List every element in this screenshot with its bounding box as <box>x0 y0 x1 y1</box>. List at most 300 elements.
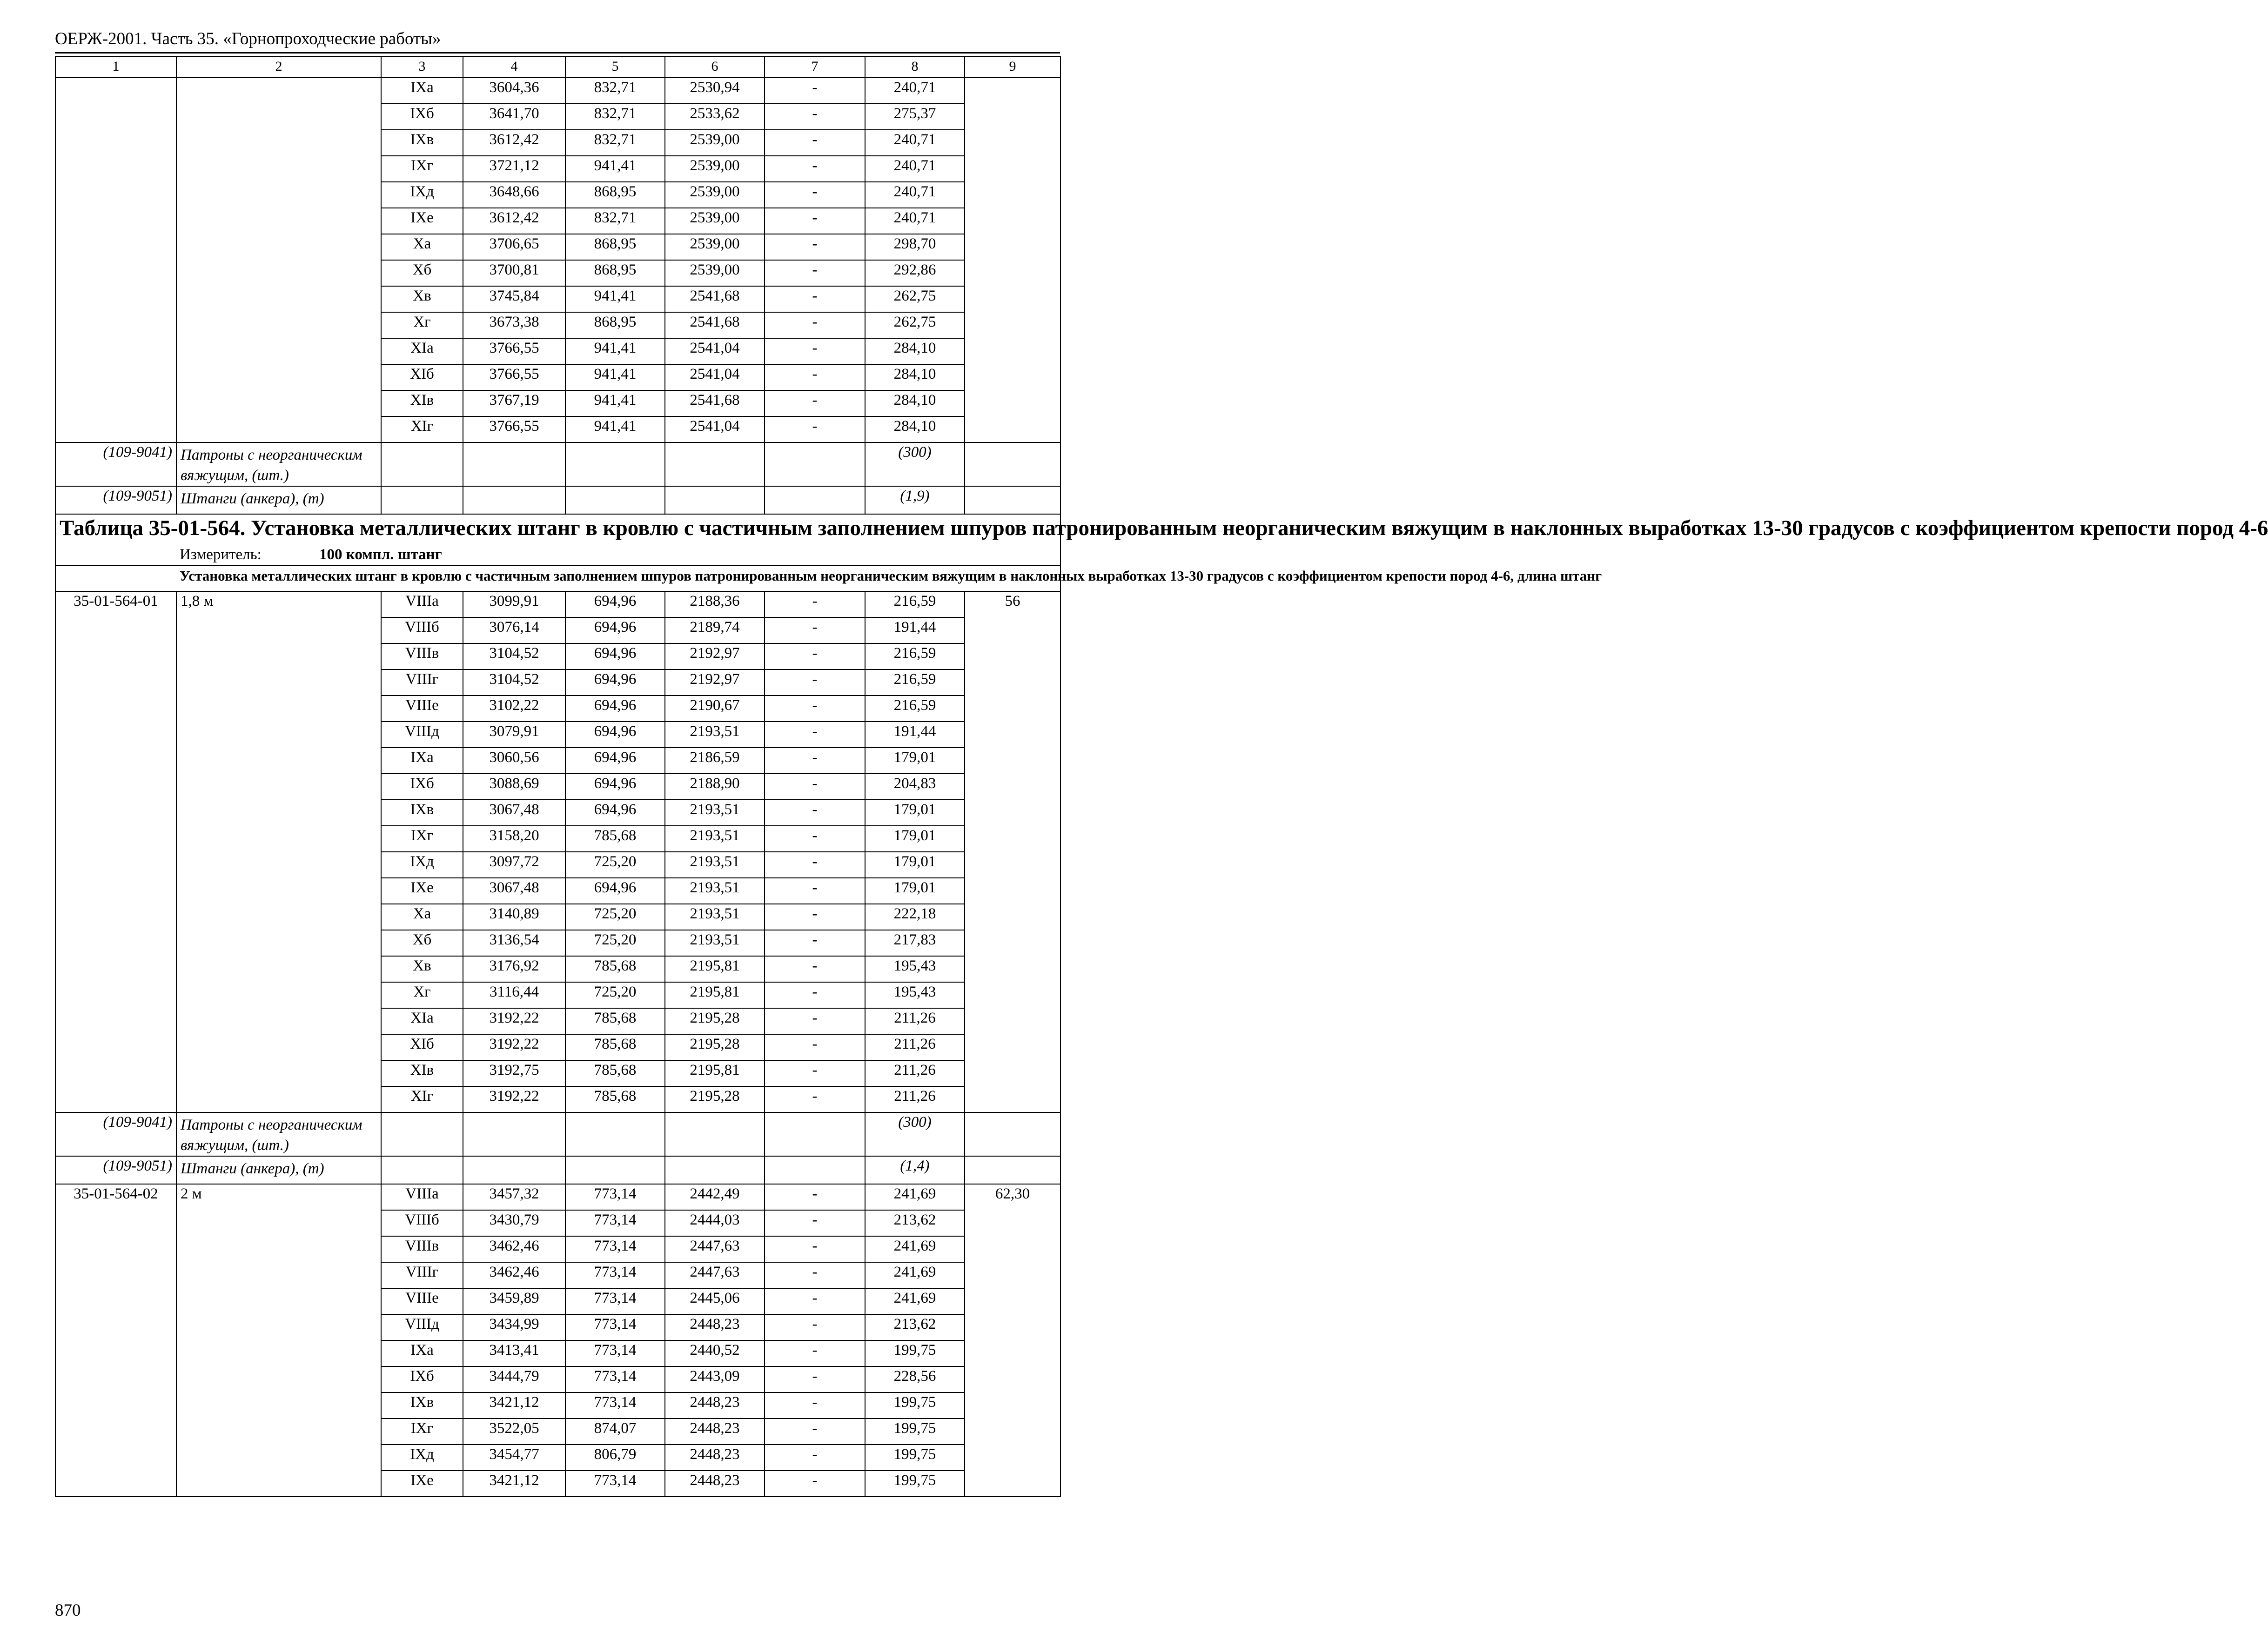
materials-cost: 216,59 <box>865 669 965 696</box>
materials-cost: 240,71 <box>865 78 965 104</box>
rock-category: VIIIд <box>381 722 463 748</box>
materials-cost: 213,62 <box>865 1314 965 1340</box>
resource-name: Патроны с неорганическим вяжущим, (шт.) <box>176 1112 381 1156</box>
wages: 868,95 <box>565 234 665 260</box>
materials-cost: 216,59 <box>865 591 965 617</box>
item-col9: 56 <box>965 591 1060 1112</box>
machine-cost: 2193,51 <box>665 852 765 878</box>
machinist-wages: - <box>765 416 865 442</box>
total-cost: 3766,55 <box>463 364 565 390</box>
item-code: 35-01-564-01 <box>55 591 176 1112</box>
empty-cell <box>965 442 1060 486</box>
total-cost: 3604,36 <box>463 78 565 104</box>
rock-category: IXе <box>381 878 463 904</box>
estimate-table <box>55 56 2268 1497</box>
machine-cost: 2186,59 <box>665 748 765 774</box>
rock-category: Xб <box>381 930 463 956</box>
total-cost: 3522,05 <box>463 1419 565 1445</box>
machinist-wages: - <box>765 312 865 338</box>
header-rule <box>55 52 1060 54</box>
rock-category: XIг <box>381 416 463 442</box>
materials-cost: 284,10 <box>865 390 965 416</box>
wages: 785,68 <box>565 1034 665 1060</box>
machine-cost: 2448,23 <box>665 1471 765 1497</box>
empty-cell <box>965 1156 1060 1184</box>
rock-category: VIIIа <box>381 591 463 617</box>
wages: 868,95 <box>565 312 665 338</box>
total-cost: 3700,81 <box>463 260 565 286</box>
total-cost: 3641,70 <box>463 104 565 130</box>
resource-row <box>55 1112 1060 1156</box>
empty-cell <box>463 442 565 486</box>
resource-name: Патроны с неорганическим вяжущим, (шт.) <box>176 442 381 486</box>
rock-category: IXа <box>381 748 463 774</box>
wages: 773,14 <box>565 1184 665 1210</box>
wages: 694,96 <box>565 800 665 826</box>
wages: 806,79 <box>565 1445 665 1471</box>
machinist-wages: - <box>765 1236 865 1262</box>
materials-cost: 199,75 <box>865 1419 965 1445</box>
total-cost: 3648,66 <box>463 182 565 208</box>
page-number: 870 <box>55 1601 81 1620</box>
materials-cost: 241,69 <box>865 1184 965 1210</box>
column-number: 8 <box>865 56 965 78</box>
wages: 773,14 <box>565 1366 665 1392</box>
rock-category: VIIIе <box>381 1288 463 1314</box>
wages: 832,71 <box>565 208 665 234</box>
machine-cost: 2190,67 <box>665 696 765 722</box>
resource-code: (109-9051) <box>55 1156 176 1184</box>
rock-category: IXг <box>381 156 463 182</box>
wages: 773,14 <box>565 1340 665 1366</box>
item-col9: 62,30 <box>965 1184 1060 1497</box>
empty-cell <box>565 442 665 486</box>
section-title-cell <box>55 565 1602 591</box>
materials-cost: 179,01 <box>865 748 965 774</box>
rock-category: VIIIб <box>381 1210 463 1236</box>
page-header: ОЕРЖ-2001. Часть 35. «Горнопроходческие работы» <box>55 29 441 48</box>
materials-cost: 179,01 <box>865 852 965 878</box>
machinist-wages: - <box>765 1008 865 1034</box>
item-length: 1,8 м <box>176 591 381 1112</box>
machinist-wages: - <box>765 1314 865 1340</box>
machine-cost: 2541,04 <box>665 338 765 364</box>
materials-cost: 204,83 <box>865 774 965 800</box>
wages: 785,68 <box>565 826 665 852</box>
machinist-wages: - <box>765 1034 865 1060</box>
rock-category: IXв <box>381 800 463 826</box>
total-cost: 3097,72 <box>463 852 565 878</box>
wages: 694,96 <box>565 748 665 774</box>
materials-cost: 217,83 <box>865 930 965 956</box>
empty-cell <box>665 486 765 514</box>
machine-cost: 2193,51 <box>665 878 765 904</box>
materials-cost: 191,44 <box>865 617 965 643</box>
materials-cost: 179,01 <box>865 878 965 904</box>
machine-cost: 2188,90 <box>665 774 765 800</box>
rock-category: IXб <box>381 774 463 800</box>
materials-cost: 284,10 <box>865 416 965 442</box>
resource-code: (109-9041) <box>55 442 176 486</box>
wages: 694,96 <box>565 696 665 722</box>
machinist-wages: - <box>765 904 865 930</box>
machinist-wages: - <box>765 591 865 617</box>
total-cost: 3421,12 <box>463 1471 565 1497</box>
materials-cost: 195,43 <box>865 956 965 982</box>
machinist-wages: - <box>765 182 865 208</box>
total-cost: 3176,92 <box>463 956 565 982</box>
column-number: 6 <box>665 56 765 78</box>
wages: 725,20 <box>565 852 665 878</box>
column-number: 3 <box>381 56 463 78</box>
machine-cost: 2442,49 <box>665 1184 765 1210</box>
machine-cost: 2539,00 <box>665 208 765 234</box>
total-cost: 3444,79 <box>463 1366 565 1392</box>
rock-category: IXг <box>381 826 463 852</box>
machinist-wages: - <box>765 104 865 130</box>
materials-cost: 240,71 <box>865 130 965 156</box>
wages: 694,96 <box>565 591 665 617</box>
materials-cost: 292,86 <box>865 260 965 286</box>
wages: 785,68 <box>565 956 665 982</box>
total-cost: 3067,48 <box>463 878 565 904</box>
rock-category: XIб <box>381 364 463 390</box>
machine-cost: 2193,51 <box>665 722 765 748</box>
wages: 725,20 <box>565 982 665 1008</box>
machine-cost: 2448,23 <box>665 1419 765 1445</box>
total-cost: 3766,55 <box>463 416 565 442</box>
resource-name: Штанги (анкера), (т) <box>176 1156 381 1184</box>
rock-category: XIа <box>381 1008 463 1034</box>
wages: 868,95 <box>565 182 665 208</box>
total-cost: 3192,22 <box>463 1034 565 1060</box>
rock-category: XIа <box>381 338 463 364</box>
rock-category: IXд <box>381 1445 463 1471</box>
wages: 832,71 <box>565 78 665 104</box>
machine-cost: 2195,28 <box>665 1008 765 1034</box>
total-cost: 3116,44 <box>463 982 565 1008</box>
empty-cell <box>765 486 865 514</box>
machine-cost: 2193,51 <box>665 930 765 956</box>
materials-cost: 213,62 <box>865 1210 965 1236</box>
wages: 941,41 <box>565 416 665 442</box>
materials-cost: 262,75 <box>865 312 965 338</box>
machinist-wages: - <box>765 774 865 800</box>
empty-cell <box>463 1156 565 1184</box>
machine-cost: 2539,00 <box>665 156 765 182</box>
machine-cost: 2447,63 <box>665 1262 765 1288</box>
wages: 694,96 <box>565 617 665 643</box>
machinist-wages: - <box>765 1340 865 1366</box>
total-cost: 3673,38 <box>463 312 565 338</box>
rock-category: VIIIд <box>381 1314 463 1340</box>
machinist-wages: - <box>765 669 865 696</box>
table-title-cell <box>55 514 2268 565</box>
resource-value: (1,9) <box>865 486 965 514</box>
total-cost: 3158,20 <box>463 826 565 852</box>
wages: 773,14 <box>565 1210 665 1236</box>
table-row <box>55 591 1060 617</box>
machinist-wages: - <box>765 286 865 312</box>
total-cost: 3140,89 <box>463 904 565 930</box>
machinist-wages: - <box>765 1471 865 1497</box>
wages: 785,68 <box>565 1060 665 1086</box>
wages: 941,41 <box>565 338 665 364</box>
column-number-row <box>55 56 1060 78</box>
item-length: 2 м <box>176 1184 381 1497</box>
materials-cost: 216,59 <box>865 643 965 669</box>
machine-cost: 2539,00 <box>665 182 765 208</box>
materials-cost: 241,69 <box>865 1288 965 1314</box>
machinist-wages: - <box>765 722 865 748</box>
empty-cell <box>565 486 665 514</box>
total-cost: 3721,12 <box>463 156 565 182</box>
machinist-wages: - <box>765 930 865 956</box>
wages: 773,14 <box>565 1471 665 1497</box>
wages: 694,96 <box>565 643 665 669</box>
wages: 832,71 <box>565 104 665 130</box>
empty-cell <box>463 486 565 514</box>
empty-cell <box>565 1156 665 1184</box>
machinist-wages: - <box>765 696 865 722</box>
machinist-wages: - <box>765 260 865 286</box>
empty-cell <box>381 486 463 514</box>
rock-category: IXе <box>381 1471 463 1497</box>
materials-cost: 222,18 <box>865 904 965 930</box>
machine-cost: 2541,68 <box>665 390 765 416</box>
total-cost: 3067,48 <box>463 800 565 826</box>
machine-cost: 2541,68 <box>665 286 765 312</box>
machine-cost: 2195,28 <box>665 1034 765 1060</box>
column-number: 4 <box>463 56 565 78</box>
total-cost: 3192,22 <box>463 1008 565 1034</box>
empty-cell <box>965 78 1060 442</box>
rock-category: IXб <box>381 1366 463 1392</box>
rock-category: Xв <box>381 286 463 312</box>
total-cost: 3060,56 <box>463 748 565 774</box>
materials-cost: 199,75 <box>865 1471 965 1497</box>
machinist-wages: - <box>765 826 865 852</box>
materials-cost: 262,75 <box>865 286 965 312</box>
total-cost: 3421,12 <box>463 1392 565 1419</box>
machinist-wages: - <box>765 208 865 234</box>
wages: 941,41 <box>565 390 665 416</box>
rock-category: IXе <box>381 208 463 234</box>
total-cost: 3434,99 <box>463 1314 565 1340</box>
rock-category: VIIIе <box>381 696 463 722</box>
table-title-row <box>55 514 1060 565</box>
machine-cost: 2192,97 <box>665 643 765 669</box>
rock-category: VIIIв <box>381 1236 463 1262</box>
total-cost: 3766,55 <box>463 338 565 364</box>
wages: 725,20 <box>565 930 665 956</box>
machinist-wages: - <box>765 390 865 416</box>
resource-name: Штанги (анкера), (т) <box>176 486 381 514</box>
machinist-wages: - <box>765 800 865 826</box>
total-cost: 3462,46 <box>463 1236 565 1262</box>
column-number: 9 <box>965 56 1060 78</box>
rock-category: VIIIг <box>381 1262 463 1288</box>
machine-cost: 2193,51 <box>665 826 765 852</box>
rock-category: VIIIв <box>381 643 463 669</box>
machinist-wages: - <box>765 1262 865 1288</box>
machinist-wages: - <box>765 1445 865 1471</box>
materials-cost: 228,56 <box>865 1366 965 1392</box>
wages: 725,20 <box>565 904 665 930</box>
materials-cost: 199,75 <box>865 1445 965 1471</box>
empty-cell <box>565 1112 665 1156</box>
machine-cost: 2193,51 <box>665 904 765 930</box>
materials-cost: 284,10 <box>865 364 965 390</box>
materials-cost: 211,26 <box>865 1086 965 1112</box>
machine-cost: 2539,00 <box>665 234 765 260</box>
resource-code: (109-9051) <box>55 486 176 514</box>
wages: 832,71 <box>565 130 665 156</box>
materials-cost: 298,70 <box>865 234 965 260</box>
table-row <box>55 1184 1060 1210</box>
machinist-wages: - <box>765 156 865 182</box>
machine-cost: 2195,81 <box>665 982 765 1008</box>
wages: 874,07 <box>565 1419 665 1445</box>
resource-value: (300) <box>865 442 965 486</box>
machine-cost: 2195,81 <box>665 1060 765 1086</box>
rock-category: IXд <box>381 182 463 208</box>
machine-cost: 2530,94 <box>665 78 765 104</box>
machine-cost: 2541,68 <box>665 312 765 338</box>
machinist-wages: - <box>765 1184 865 1210</box>
rock-category: VIIIа <box>381 1184 463 1210</box>
wages: 694,96 <box>565 722 665 748</box>
empty-cell <box>665 1112 765 1156</box>
wages: 785,68 <box>565 1008 665 1034</box>
machine-cost: 2539,00 <box>665 260 765 286</box>
machinist-wages: - <box>765 748 865 774</box>
machinist-wages: - <box>765 982 865 1008</box>
machine-cost: 2533,62 <box>665 104 765 130</box>
machinist-wages: - <box>765 956 865 982</box>
materials-cost: 284,10 <box>865 338 965 364</box>
wages: 694,96 <box>565 878 665 904</box>
wages: 694,96 <box>565 774 665 800</box>
total-cost: 3192,75 <box>463 1060 565 1086</box>
empty-cell <box>965 1112 1060 1156</box>
machine-cost: 2443,09 <box>665 1366 765 1392</box>
total-cost: 3076,14 <box>463 617 565 643</box>
empty-cell <box>665 442 765 486</box>
resource-code: (109-9041) <box>55 1112 176 1156</box>
machinist-wages: - <box>765 878 865 904</box>
measure-label: Измеритель: <box>180 546 262 563</box>
wages: 773,14 <box>565 1236 665 1262</box>
rock-category: Xб <box>381 260 463 286</box>
machine-cost: 2193,51 <box>665 800 765 826</box>
machine-cost: 2448,23 <box>665 1445 765 1471</box>
rock-category: XIв <box>381 390 463 416</box>
empty-cell <box>965 486 1060 514</box>
rock-category: Xа <box>381 234 463 260</box>
wages: 868,95 <box>565 260 665 286</box>
wages: 941,41 <box>565 286 665 312</box>
machine-cost: 2195,28 <box>665 1086 765 1112</box>
empty-cell <box>765 1156 865 1184</box>
rock-category: VIIIб <box>381 617 463 643</box>
total-cost: 3612,42 <box>463 130 565 156</box>
materials-cost: 211,26 <box>865 1034 965 1060</box>
machinist-wages: - <box>765 1288 865 1314</box>
rock-category: IXд <box>381 852 463 878</box>
machinist-wages: - <box>765 1210 865 1236</box>
materials-cost: 241,69 <box>865 1262 965 1288</box>
resource-row <box>55 1156 1060 1184</box>
machinist-wages: - <box>765 852 865 878</box>
wages: 773,14 <box>565 1392 665 1419</box>
materials-cost: 199,75 <box>865 1392 965 1419</box>
total-cost: 3136,54 <box>463 930 565 956</box>
materials-cost: 241,69 <box>865 1236 965 1262</box>
machine-cost: 2447,63 <box>665 1236 765 1262</box>
machine-cost: 2445,06 <box>665 1288 765 1314</box>
total-cost: 3454,77 <box>463 1445 565 1471</box>
machinist-wages: - <box>765 130 865 156</box>
rock-category: IXа <box>381 1340 463 1366</box>
column-number: 7 <box>765 56 865 78</box>
machinist-wages: - <box>765 364 865 390</box>
materials-cost: 240,71 <box>865 208 965 234</box>
machinist-wages: - <box>765 338 865 364</box>
materials-cost: 216,59 <box>865 696 965 722</box>
machinist-wages: - <box>765 617 865 643</box>
resource-value: (1,4) <box>865 1156 965 1184</box>
total-cost: 3088,69 <box>463 774 565 800</box>
measure-value: 100 компл. штанг <box>319 546 442 563</box>
rock-category: Xа <box>381 904 463 930</box>
machine-cost: 2541,04 <box>665 364 765 390</box>
machinist-wages: - <box>765 78 865 104</box>
total-cost: 3102,22 <box>463 696 565 722</box>
rock-category: IXв <box>381 130 463 156</box>
materials-cost: 179,01 <box>865 826 965 852</box>
total-cost: 3767,19 <box>463 390 565 416</box>
rock-category: IXв <box>381 1392 463 1419</box>
machine-cost: 2195,81 <box>665 956 765 982</box>
total-cost: 3745,84 <box>463 286 565 312</box>
machine-cost: 2448,23 <box>665 1314 765 1340</box>
materials-cost: 211,26 <box>865 1008 965 1034</box>
machinist-wages: - <box>765 643 865 669</box>
column-number: 5 <box>565 56 665 78</box>
section-title-row <box>55 565 1060 591</box>
materials-cost: 191,44 <box>865 722 965 748</box>
materials-cost: 211,26 <box>865 1060 965 1086</box>
machine-cost: 2444,03 <box>665 1210 765 1236</box>
rock-category: Xг <box>381 982 463 1008</box>
rock-category: XIв <box>381 1060 463 1086</box>
rock-category: XIб <box>381 1034 463 1060</box>
rock-category: XIг <box>381 1086 463 1112</box>
total-cost: 3706,65 <box>463 234 565 260</box>
empty-cell <box>463 1112 565 1156</box>
machinist-wages: - <box>765 234 865 260</box>
empty-cell <box>765 1112 865 1156</box>
total-cost: 3079,91 <box>463 722 565 748</box>
wages: 773,14 <box>565 1288 665 1314</box>
total-cost: 3099,91 <box>463 591 565 617</box>
rock-category: IXг <box>381 1419 463 1445</box>
materials-cost: 275,37 <box>865 104 965 130</box>
table-title: Таблица 35-01-564. Установка металлических штанг в кровлю с частичным заполнением шпуров патронированным неорганическим вяжущим в наклонных выработках 13-30 градусов с коэффициентом крепости пород 4-6 <box>60 516 2268 540</box>
total-cost: 3457,32 <box>463 1184 565 1210</box>
empty-cell <box>55 78 176 442</box>
